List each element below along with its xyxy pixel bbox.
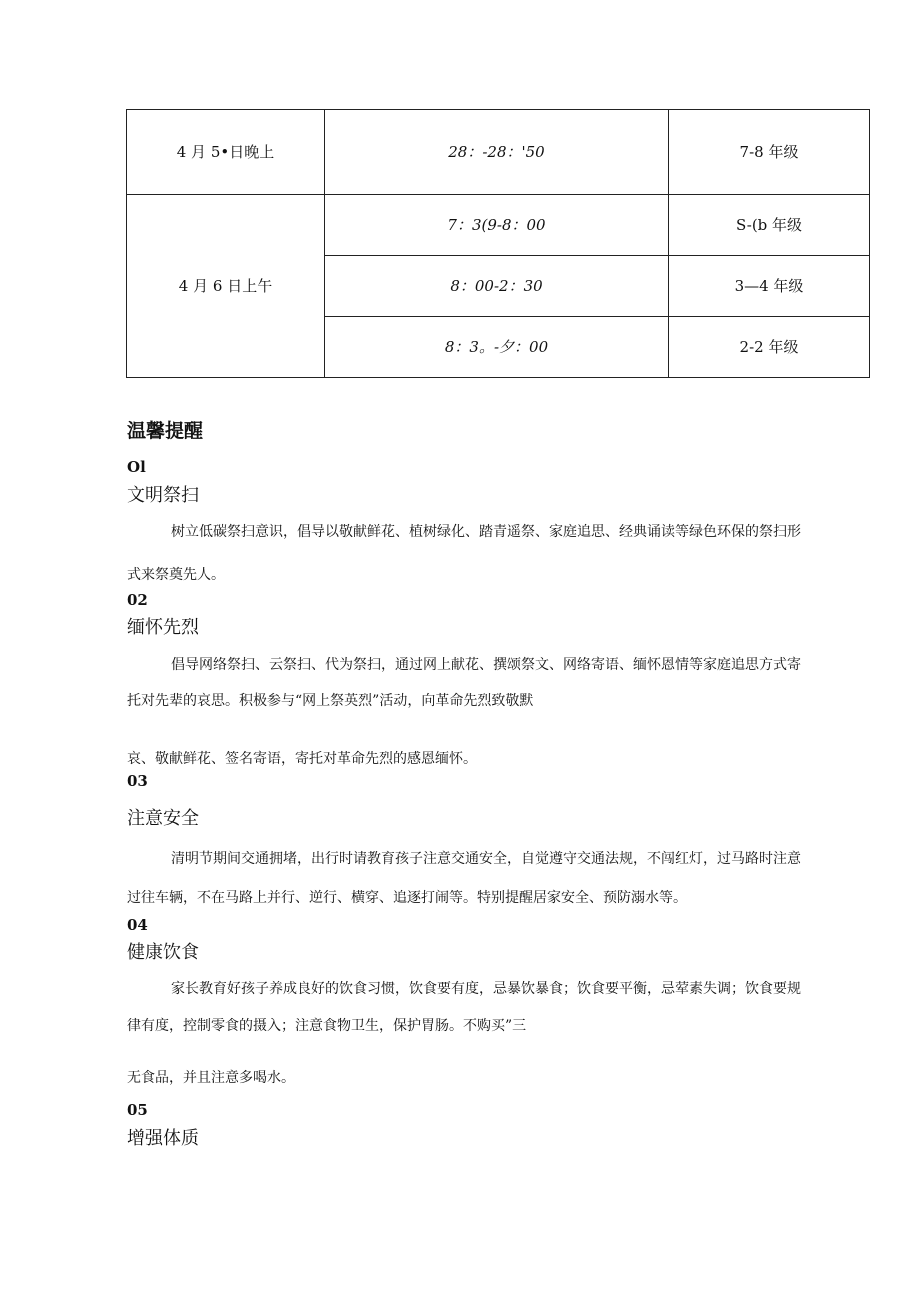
- paragraph-line: 哀、敬献鲜花、签名寄语，寄托对革命先烈的感恩缅怀。: [127, 751, 477, 767]
- table-row: [127, 195, 870, 256]
- section-number: Ol: [127, 458, 146, 476]
- section-number: 02: [127, 591, 148, 609]
- date-cell: 4 月 5•日晚上: [127, 110, 325, 195]
- paragraph-line: 式来祭奠先人。: [127, 567, 225, 583]
- paragraph-line: 树立低碳祭扫意识，倡导以敬献鲜花、植树绿化、踏青遥祭、家庭追思、经典诵读等绿色环保的祭扫形: [171, 524, 801, 540]
- paragraph-line: 托对先辈的哀思。积极参与“网上祭英烈”活动，向革命先烈致敬默: [127, 693, 534, 709]
- section-title: 注意安全: [127, 808, 199, 829]
- reminder-title: 温馨提醒: [127, 420, 204, 442]
- paragraph-line: 倡导网络祭扫、云祭扫、代为祭扫，通过网上献花、撰颂祭文、网络寄语、缅怀恩情等家庭追思方式寄: [171, 657, 801, 673]
- grade-cell: 3—4 年级: [669, 256, 870, 317]
- time-cell: 28：-28：'50: [325, 110, 669, 195]
- paragraph-line: 家长教育好孩子养成良好的饮食习惯，饮食要有度，忌暴饮暴食；饮食要平衡，忌荤素失调；饮食要规: [171, 981, 801, 997]
- paragraph-line: 清明节期间交通拥堵，出行时请教育孩子注意交通安全，自觉遵守交通法规，不闯红灯，过马路时注意: [171, 851, 801, 867]
- time-cell: 7：3(9-8：00: [325, 195, 669, 256]
- date-cell: 4 月 6 日上午: [127, 195, 325, 378]
- section-title: 健康饮食: [127, 942, 199, 963]
- time-cell: 8：3。-夕：00: [325, 317, 669, 378]
- section-title: 文明祭扫: [127, 485, 199, 506]
- section-title: 缅怀先烈: [127, 617, 199, 638]
- table-row: [127, 110, 870, 195]
- section-number: 05: [127, 1101, 148, 1119]
- grade-cell: S-(b 年级: [669, 195, 870, 256]
- section-number: 04: [127, 916, 148, 934]
- grade-cell: 7-8 年级: [669, 110, 870, 195]
- paragraph-line: 过往车辆，不在马路上并行、逆行、横穿、追逐打闹等。特别提醒居家安全、预防溺水等。: [127, 890, 687, 906]
- grade-cell: 2-2 年级: [669, 317, 870, 378]
- section-number: 03: [127, 772, 148, 790]
- paragraph-line: 无食品，并且注意多喝水。: [127, 1070, 295, 1086]
- time-cell: 8：00-2：30: [325, 256, 669, 317]
- paragraph-line: 律有度，控制零食的摄入；注意食物卫生，保护胃肠。不购买”三: [127, 1018, 527, 1034]
- section-title: 增强体质: [127, 1128, 199, 1149]
- schedule-table: [126, 109, 870, 378]
